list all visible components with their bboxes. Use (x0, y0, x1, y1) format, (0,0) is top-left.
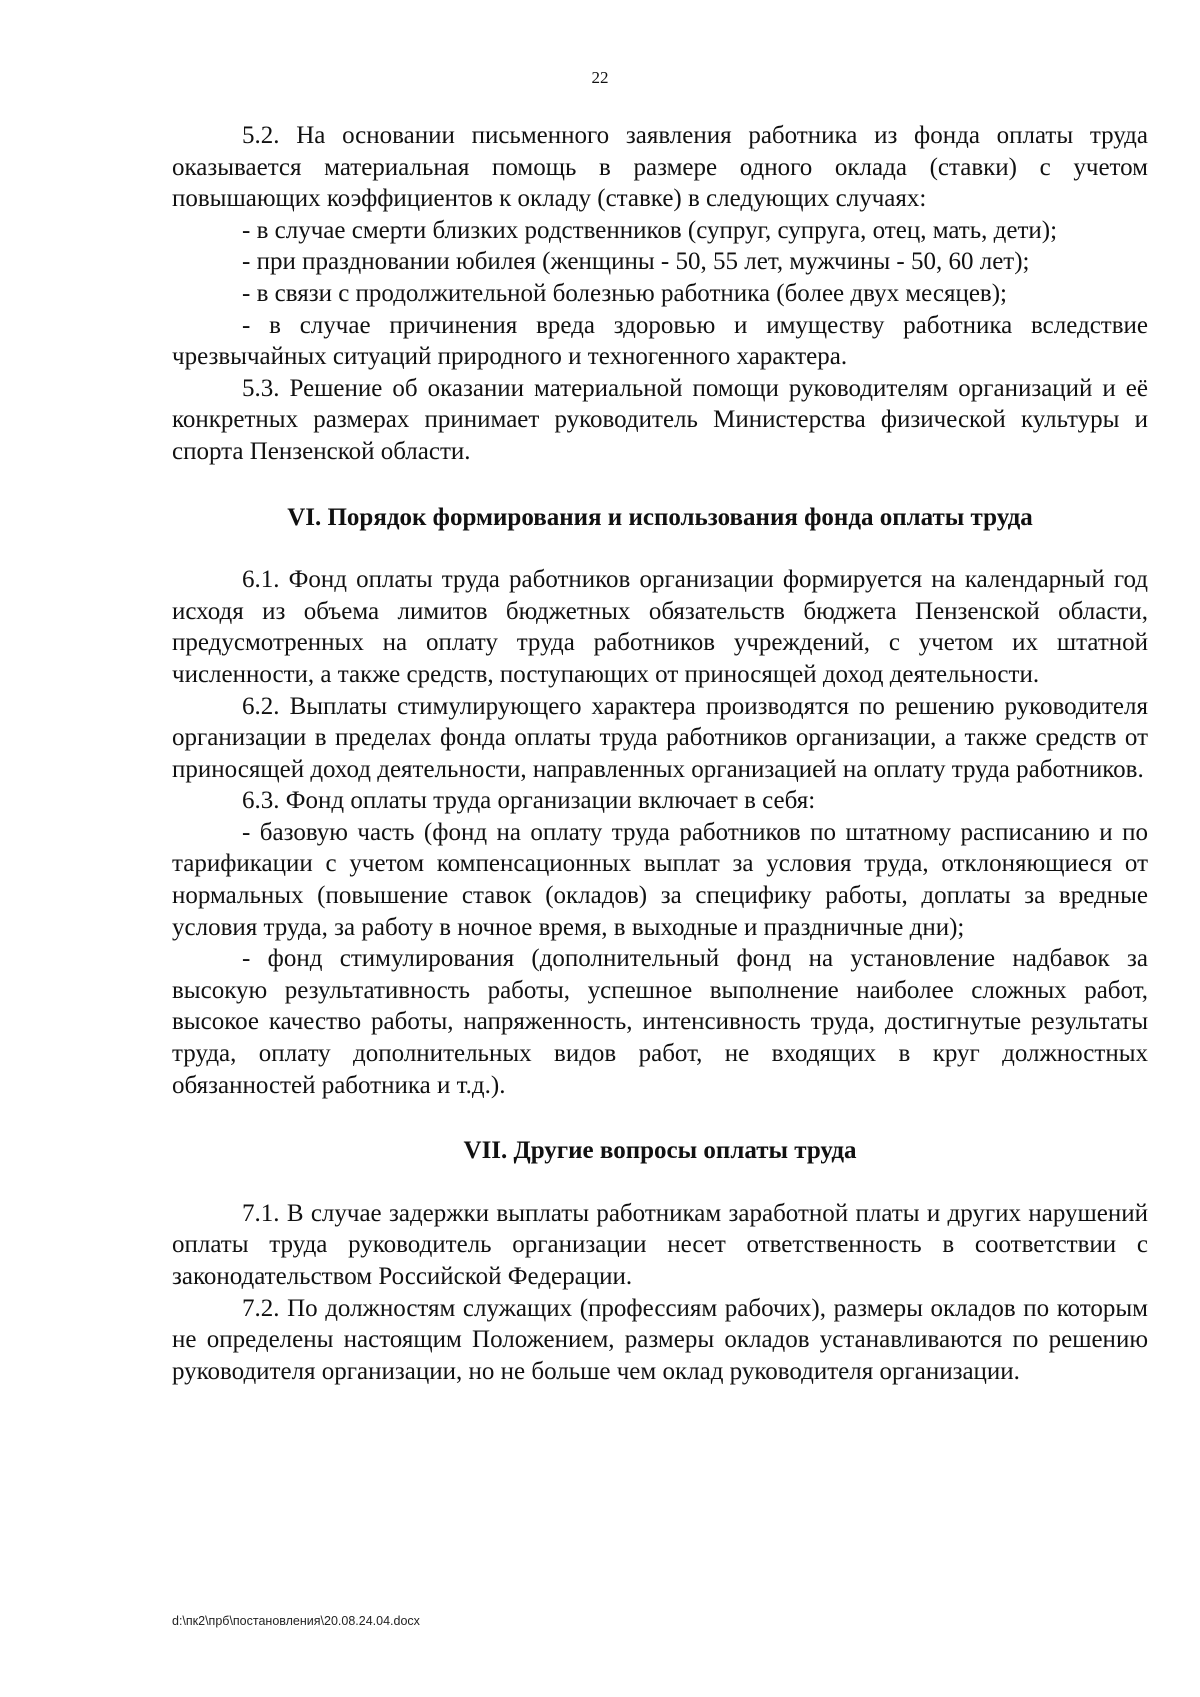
list-item-6-3-1: - базовую часть (фонд на оплату труда работников по штатному расписанию и по тарификации с учетом компенсационных выплат за условия труда, отклоняющиеся от нормальных (повышение ставок (окладов) за специфику работы, доплаты за вредные условия труда, за работу в ночное время, в выходные и праздничные дни); (172, 818, 1148, 941)
list-item-5-2-1: - в случае смерти близких родственников (супруг, супруга, отец, мать, дети); (242, 216, 1058, 244)
list-item-5-2-2: - при праздновании юбилея (женщины - 50, 55 лет, мужчины - 50, 60 лет); (242, 248, 1030, 276)
page-number: 22 (591, 68, 609, 87)
list-item-6-3-2: - фонд стимулирования (дополнительный фонд на установление надбавок за высокую результативность работы, успешное выполнение наиболее сложных работ, высокое качество работы, напряженность, интенсивность труда, достигнутые результаты труда, оплату дополнительных видов работ, не входящих в круг должностных обязанностей работника и т.д.). (172, 945, 1148, 1099)
paragraph-6-3: 6.3. Фонд оплаты труда организации включает в себя: (242, 787, 816, 815)
list-item-5-2-3: - в связи с продолжительной болезнью работника (более двух месяцев); (242, 279, 1008, 307)
list-item-5-2-4: - в случае причинения вреда здоровью и имуществу работника вследствие чрезвычайных ситуаций природного и техногенного характера. (172, 311, 1148, 371)
section-7-heading: VII. Другие вопросы оплаты труда (463, 1137, 857, 1165)
paragraph-5-2: 5.2. На основании письменного заявления работника из фонда оплаты труда оказывается материальная помощь в размере одного оклада (ставки) с учетом повышающих коэффициентов к окладу (ставке) в следующих случаях: (172, 122, 1148, 213)
paragraph-6-1: 6.1. Фонд оплаты труда работников организации формируется на календарный год исходя из объема лимитов бюджетных обязательств бюджета Пензенской области, предусмотренных на оплату труда работников учреждений, с учетом их штатной численности, а также средств, поступающих от приносящей доход деятельности. (172, 566, 1148, 688)
section-6-heading: VI. Порядок формирования и использования фонда оплаты труда (287, 503, 1033, 531)
footer-file-path: d:\пк2\прб\постановления\20.08.24.04.docx (172, 1614, 420, 1628)
paragraph-5-3: 5.3. Решение об оказании материальной помощи руководителям организаций и её конкретных размерах принимает руководитель Министерства физической культуры и спорта Пензенской области. (172, 374, 1148, 465)
paragraph-7-1: 7.1. В случае задержки выплаты работникам заработной платы и других нарушений оплаты труда руководитель организации несет ответственность в соответствии с законодательством Российской Федерации. (172, 1199, 1148, 1290)
paragraph-7-2: 7.2. По должностям служащих (профессиям рабочих), размеры окладов по которым не определены настоящим Положением, размеры окладов устанавливаются по решению руководителя организации, но не больше чем оклад руководителя организации. (172, 1294, 1148, 1385)
paragraph-6-2: 6.2. Выплаты стимулирующего характера производятся по решению руководителя организации в пределах фонда оплаты труда работников организации, а также средств от приносящей доход деятельности, направленных организацией на оплату труда работников. (172, 692, 1148, 783)
document-body (172, 120, 1148, 1387)
